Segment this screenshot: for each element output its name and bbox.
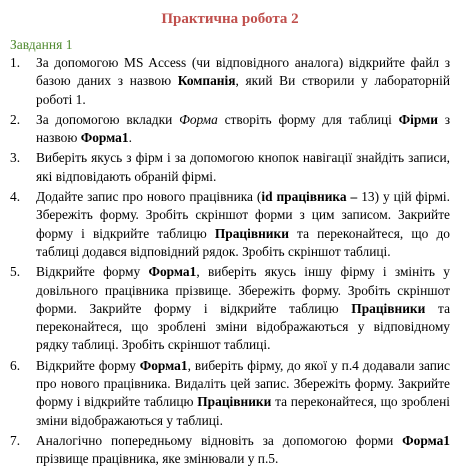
task-number: 5. <box>10 264 21 280</box>
bold-text: Фірми <box>398 111 438 127</box>
task-number: 1. <box>10 55 21 70</box>
text-segment: , виберіть якусь іншу фірму і змініть у довільного працівника прізвище. Збережіть форму. Зробіть скріншот форми. Закрийте форму і відкрийте таблицю <box>36 264 450 316</box>
bold-text: Форма1 <box>148 264 197 280</box>
text-segment: , виберіть фірму, до якої у п.4 додавали запис про нового працівника. Видаліть цей запис. Збережіть форму. Закрийте форму і відкрийте таблицю <box>36 357 450 410</box>
task-text <box>36 188 450 261</box>
text-segment: Аналогічно попередньому відновіть за допомогою форми <box>36 432 403 448</box>
task-text <box>36 432 450 469</box>
task-text <box>36 54 450 109</box>
task-item <box>10 357 450 430</box>
text-segment: та переконайтеся, що до таблиці додався відповідний рядок. Зробіть скріншот таблиці. <box>36 225 450 259</box>
text-segment: . <box>128 130 132 146</box>
document-title: Практична робота 2 <box>161 11 299 27</box>
task-item <box>10 149 450 186</box>
text-segment: Відкрийте форму <box>36 264 149 280</box>
task-number: 3. <box>10 150 21 166</box>
task-number: 2. <box>10 111 21 127</box>
text-segment: створіть форму для таблиці <box>217 111 399 127</box>
task-item <box>10 188 450 261</box>
task-number: 6. <box>10 357 21 373</box>
task-number: 7. <box>10 432 21 448</box>
bold-text: Працівники <box>197 394 272 410</box>
bold-text: Форма1 <box>139 357 188 373</box>
task-text <box>36 111 450 148</box>
text-segment: Відкрийте форму <box>36 357 140 373</box>
text-segment: Виберіть якусь з фірм і за допомогою кнопок навігації знайдіть записи, які відповідають обраній фірмі. <box>36 150 450 184</box>
text-segment: та переконайтеся, що зроблені зміни відображаються у відповідному рядку таблиці. Зробіть скріншот таблиці. <box>36 300 451 353</box>
bold-text: Компанія <box>177 73 236 89</box>
task-text <box>36 357 450 430</box>
text-segment: Додайте запис про нового працівника ( <box>36 189 262 205</box>
text-segment: За допомогою MS Access (чи відповідного аналога) відкрийте файл з базою даних з назвою <box>36 55 450 89</box>
bold-text: id працівника – <box>261 189 362 205</box>
task-text <box>36 263 450 354</box>
task-list <box>10 54 450 469</box>
task-item <box>10 54 450 109</box>
task-text <box>36 149 450 186</box>
text-segment: прізвище працівника, яке змінювали у п.5. <box>36 451 279 467</box>
italic-text: Форма <box>179 111 218 127</box>
task-item <box>10 263 450 354</box>
task-item <box>10 432 450 469</box>
text-segment: з назвою <box>36 111 451 146</box>
text-segment: 13) у цій фірмі. Збережіть форму. Зробіть скріншот форми з цим записом. Закрийте форму і відкрийте таблицю <box>36 189 450 241</box>
task-number: 4. <box>10 189 21 205</box>
task-item <box>10 111 450 148</box>
bold-text: Форма1 <box>402 432 450 448</box>
text-segment: За допомогою вкладки <box>36 111 180 127</box>
text-segment: та переконайтеся, що зроблені зміни відображаються у таблиці. <box>36 394 450 428</box>
bold-text: Працівники <box>214 225 289 241</box>
bold-text: Форма1 <box>80 130 129 146</box>
bold-text: Працівники <box>351 300 426 316</box>
text-segment: , який Ви створили у лабораторній роботі 1. <box>36 73 450 107</box>
task-heading: Завдання 1 <box>10 37 73 52</box>
